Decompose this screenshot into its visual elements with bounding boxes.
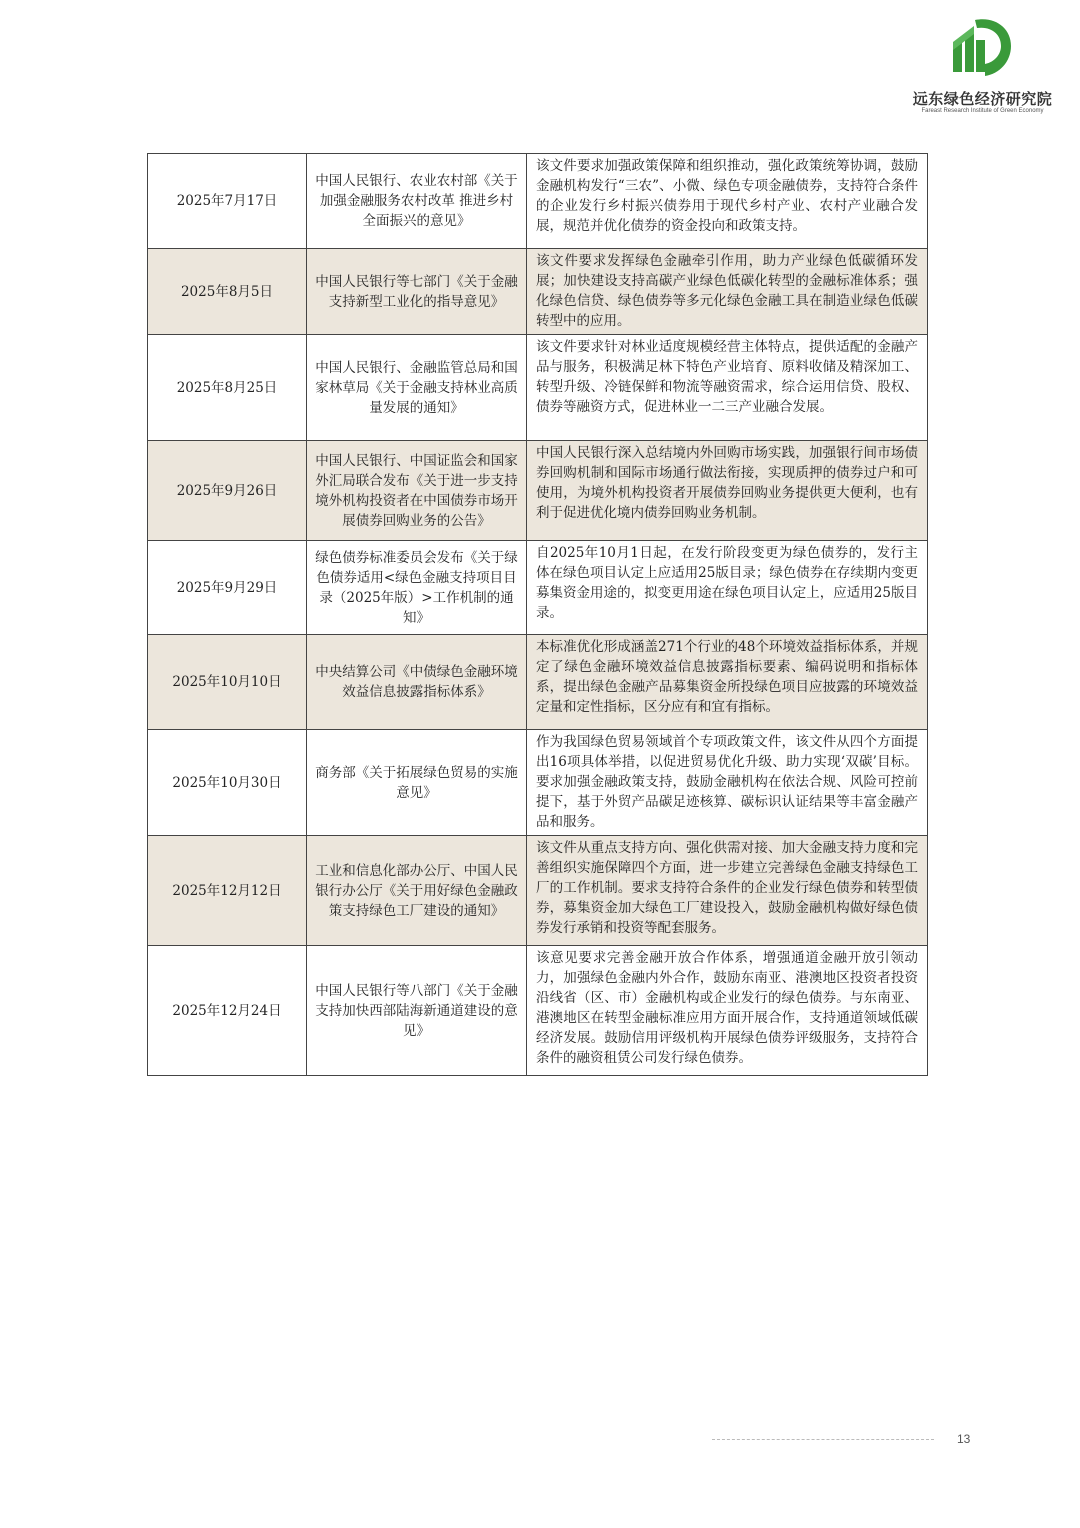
document-cell: 中国人民银行等七部门《关于金融支持新型工业化的指导意见》 [307,249,527,335]
document-cell: 中央结算公司《中债绿色金融环境效益信息披露指标体系》 [307,635,527,730]
date-cell: 2025年8月25日 [148,335,307,441]
document-cell: 中国人民银行、农业农村部《关于加强金融服务农村改革 推进乡村全面振兴的意见》 [307,154,527,249]
institute-logo [905,14,1060,114]
date-cell: 2025年9月29日 [148,541,307,635]
summary-cell: 该文件要求针对林业适度规模经营主体特点，提供适配的金融产品与服务，积极满足林下特色产业培育、原料收储及精深加工、转型升级、冷链保鲜和物流等融资需求，综合运用信贷、股权、债券等融资方式，促进林业一二三产业融合发展。 [527,335,928,441]
summary-cell: 自2025年10月1日起，在发行阶段变更为绿色债券的，发行主体在绿色项目认定上应适用25版目录；绿色债券在存续期内变更募集资金用途的，拟变更用途在绿色项目认定上，应适用25版目录。 [527,541,928,635]
table-row [148,249,928,335]
date-cell: 2025年10月10日 [148,635,307,730]
date-cell: 2025年8月5日 [148,249,307,335]
date-cell: 2025年12月24日 [148,946,307,1076]
summary-cell: 本标准优化形成涵盖271个行业的48个环境效益指标体系，并规定了绿色金融环境效益信息披露指标要素、编码说明和指标体系，提出绿色金融产品募集资金所投绿色项目应披露的环境效益定量和定性指标，区分应有和宜有指标。 [527,635,928,730]
policy-table [147,153,928,1076]
table-row [148,836,928,946]
table-row [148,730,928,836]
document-cell: 中国人民银行、金融监管总局和国家林草局《关于金融支持林业高质量发展的通知》 [307,335,527,441]
table-row [148,635,928,730]
summary-cell: 作为我国绿色贸易领域首个专项政策文件，该文件从四个方面提出16项具体举措，以促进贸易优化升级、助力实现‘双碳’目标。要求加强金融政策支持，鼓励金融机构在依法合规、风险可控前提下，基于外贸产品碳足迹核算、碳标识认证结果等丰富金融产品和服务。 [527,730,928,836]
org-name-en: Fareast Research Institute of Green Economy [921,108,1044,114]
date-cell: 2025年7月17日 [148,154,307,249]
table-row [148,441,928,541]
table-row [148,154,928,249]
summary-cell: 该文件要求加强政策保障和组织推动，强化政策统筹协调，鼓励金融机构发行“三农”、小微、绿色专项金融债券，支持符合条件的企业发行乡村振兴债券用于现代乡村产业、农村产业融合发展，规范并优化债券的资金投向和政策支持。 [527,154,928,249]
date-cell: 2025年9月26日 [148,441,307,541]
table-row [148,541,928,635]
table-row [148,335,928,441]
logo-mark-icon [945,14,1017,86]
summary-cell: 中国人民银行深入总结境内外回购市场实践，加强银行间市场债券回购机制和国际市场通行做法衔接，实现质押的债券过户和可使用，为境外机构投资者开展债券回购业务提供更大便利，也有利于促进优化境内债券回购业务机制。 [527,441,928,541]
summary-cell: 该文件要求发挥绿色金融牵引作用，助力产业绿色低碳循环发展；加快建设支持高碳产业绿色低碳化转型的金融标准体系；强化绿色信贷、绿色债券等多元化绿色金融工具在制造业绿色低碳转型中的应用。 [527,249,928,335]
table-row [148,946,928,1076]
document-cell: 中国人民银行等八部门《关于金融支持加快西部陆海新通道建设的意见》 [307,946,527,1076]
document-cell: 工业和信息化部办公厅、中国人民银行办公厅《关于用好绿色金融政策支持绿色工厂建设的通知》 [307,836,527,946]
summary-cell: 该文件从重点支持方向、强化供需对接、加大金融支持力度和完善组织实施保障四个方面，进一步建立完善绿色金融支持绿色工厂的工作机制。要求支持符合条件的企业发行绿色债券和转型债券，募集资金加大绿色工厂建设投入，鼓励金融机构做好绿色债券发行承销和投资等配套服务。 [527,836,928,946]
date-cell: 2025年10月30日 [148,730,307,836]
org-name: 远东绿色经济研究院 [912,90,1053,108]
date-cell: 2025年12月12日 [148,836,307,946]
page-number: 13 [957,1432,971,1446]
document-cell: 商务部《关于拓展绿色贸易的实施意见》 [307,730,527,836]
document-cell: 绿色债券标准委员会发布《关于绿色债券适用<绿色金融支持项目目录（2025年版）>工作机制的通知》 [307,541,527,635]
summary-cell: 该意见要求完善金融开放合作体系，增强通道金融开放引领动力，加强绿色金融内外合作，鼓励东南亚、港澳地区投资者投资沿线省（区、市）金融机构或企业发行的绿色债券。与东南亚、港澳地区在转型金融标准应用方面开展合作，支持通道领域低碳经济发展。鼓励信用评级机构开展绿色债券评级服务，支持符合条件的融资租赁公司发行绿色债券。 [527,946,928,1076]
footer-divider [712,1439,934,1440]
document-cell: 中国人民银行、中国证监会和国家外汇局联合发布《关于进一步支持境外机构投资者在中国债券市场开展债券回购业务的公告》 [307,441,527,541]
